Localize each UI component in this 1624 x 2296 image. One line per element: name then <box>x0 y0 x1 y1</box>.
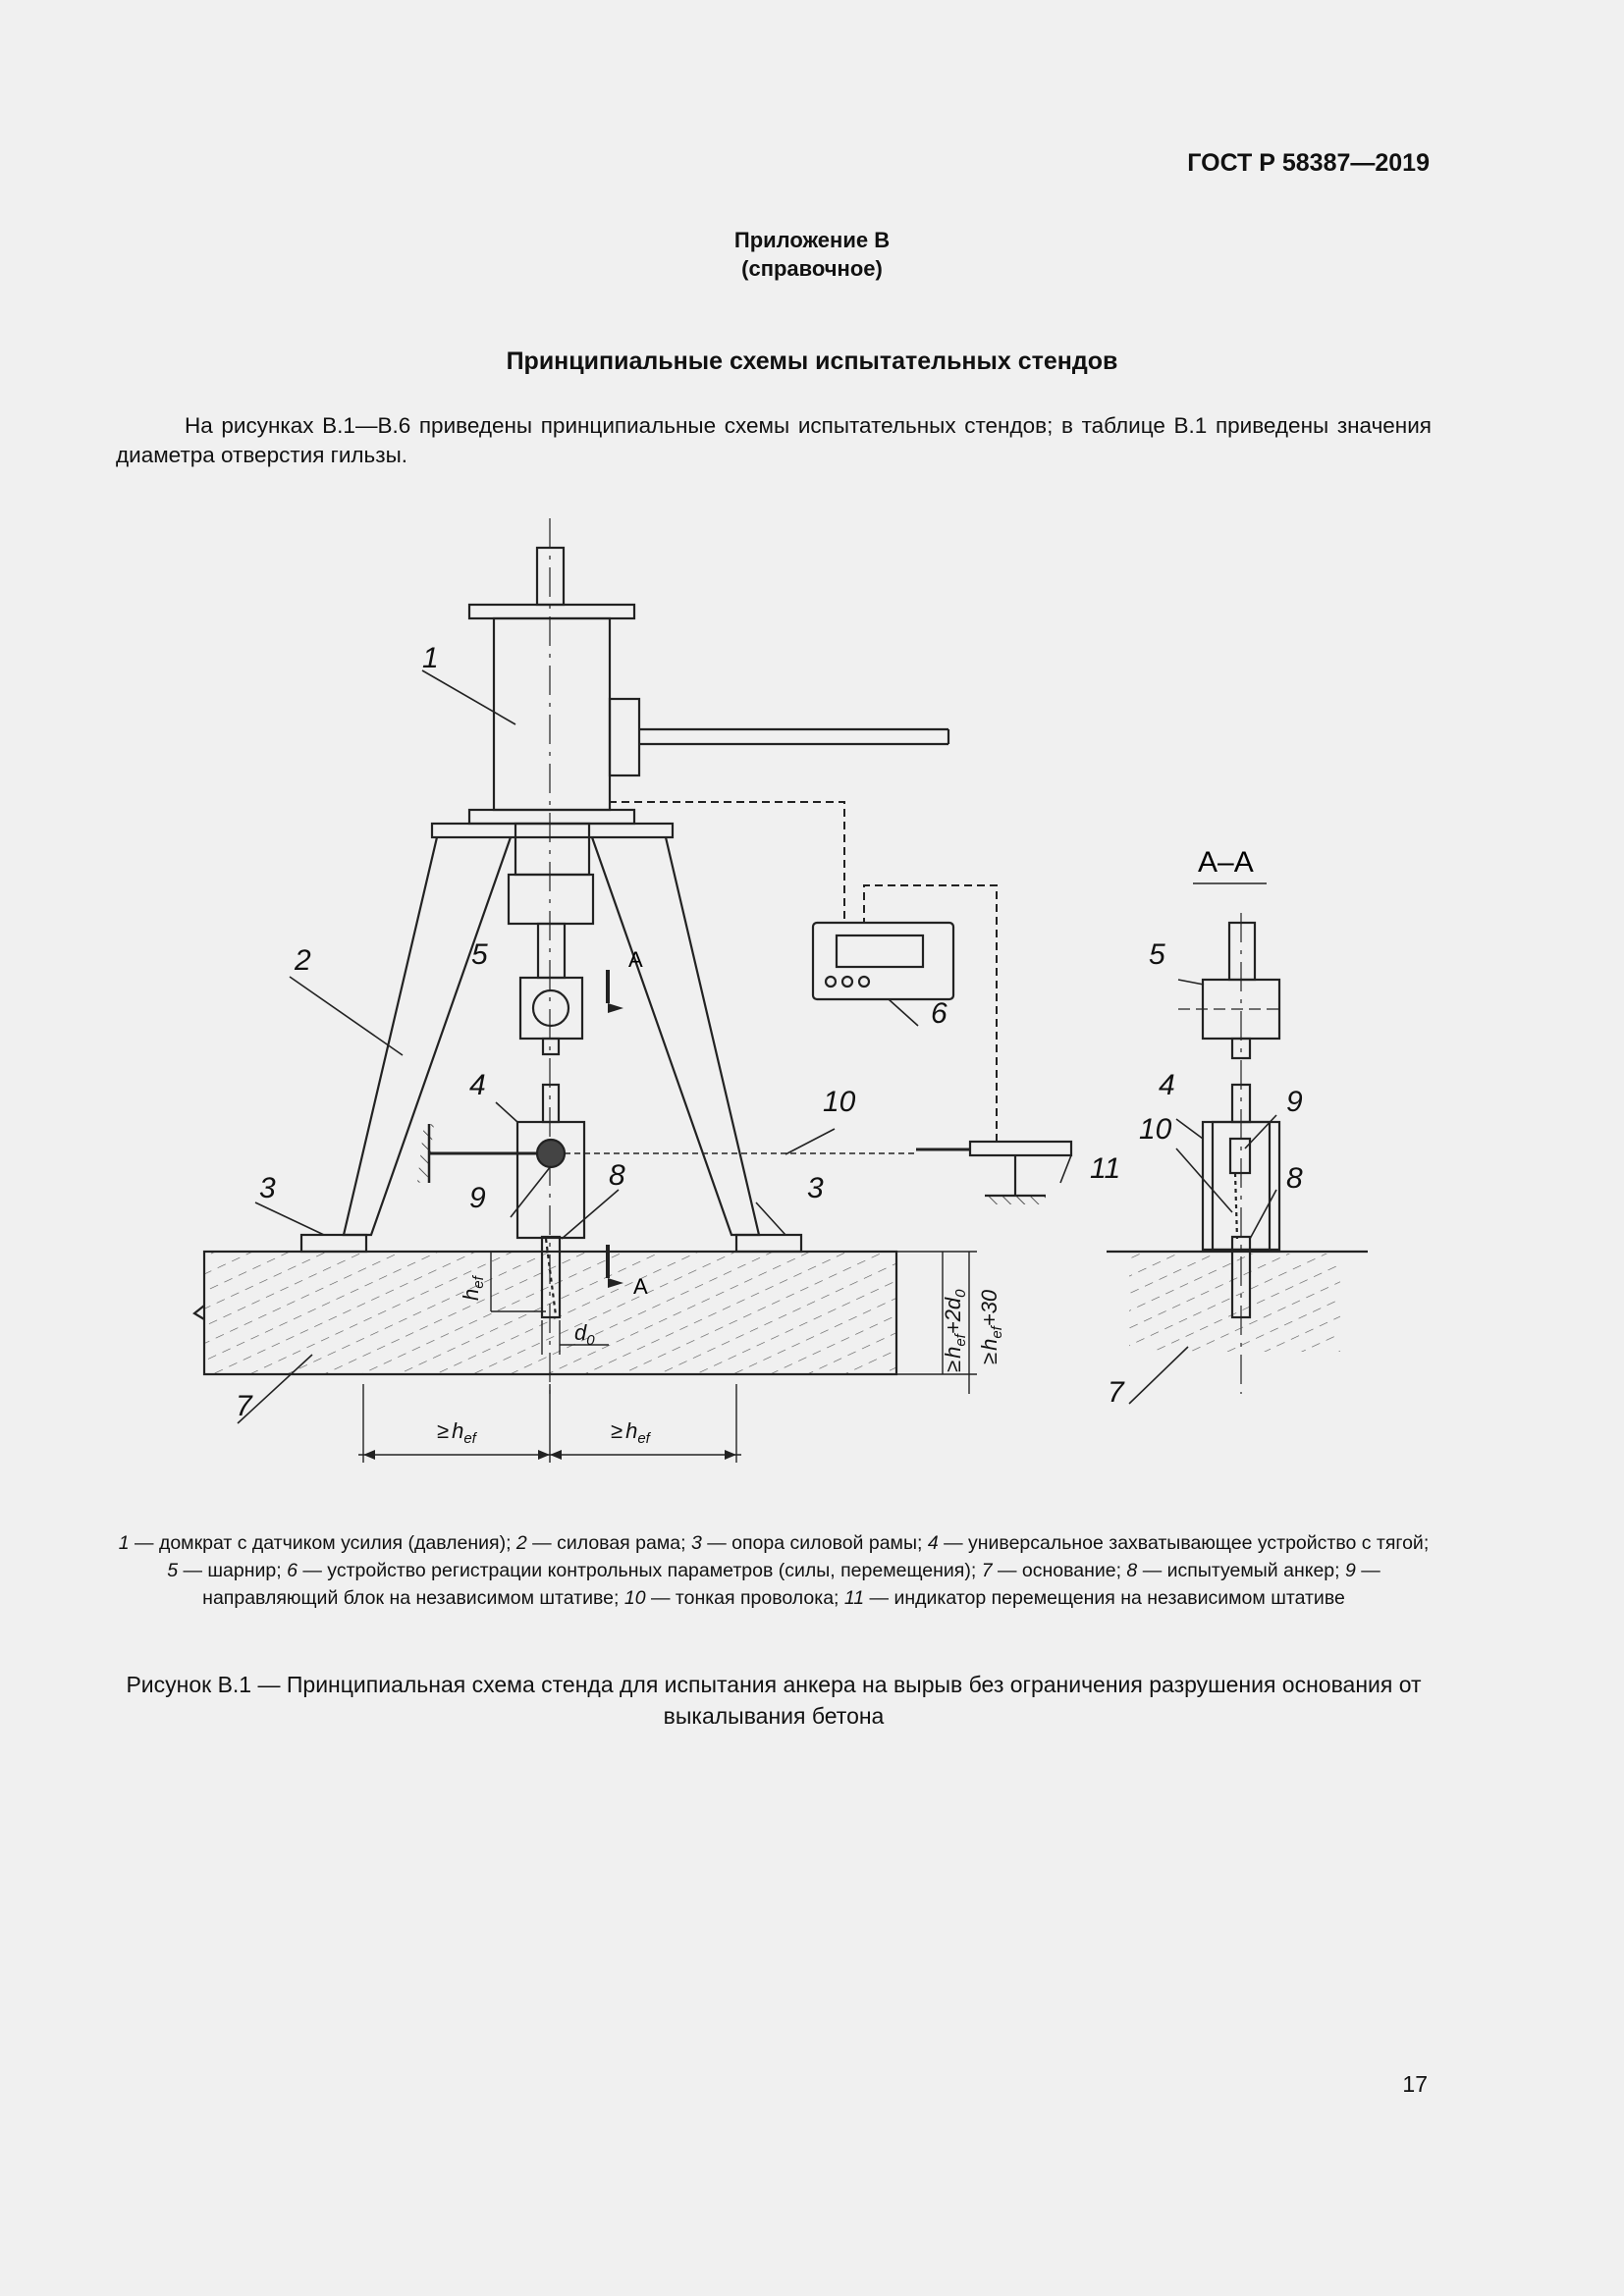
legend-item: 6 — устройство регистрации контрольных параметров (силы, перемещения); <box>287 1560 982 1581</box>
section-callout-10: 10 <box>1139 1113 1172 1146</box>
legend-item: 3 — опора силовой рамы; <box>690 1532 928 1554</box>
appendix-title: Приложение В <box>733 228 891 252</box>
dim-embedment-depth: $h_{ef}$ <box>459 1276 487 1301</box>
figure-caption: Рисунок В.1 — Принципиальная схема стенда для испытания анкера на вырыв без ограничения разрушения основания от выкалывания бетона <box>126 1672 1422 1729</box>
callout-1: 1 <box>422 642 439 674</box>
section-mark-top: А <box>628 947 643 972</box>
document-code: ГОСТ Р 58387—2019 <box>1187 149 1430 177</box>
legend-item: 7 — основание; <box>981 1560 1127 1581</box>
legend-item: 5 — шарнир; <box>167 1560 288 1581</box>
section-callout-4: 4 <box>1159 1069 1175 1101</box>
page-number: 17 <box>1402 2071 1428 2097</box>
legend-item: 1 — домкрат с датчиком усилия (давления); <box>118 1532 516 1554</box>
callout-3-left: 3 <box>259 1172 276 1204</box>
legend-item: 9 — направляющий блок на независимом штативе; <box>202 1560 1380 1609</box>
section-mark-bottom: А <box>633 1274 648 1299</box>
legend-item: 2 — силовая рама; <box>515 1532 691 1554</box>
callout-5: 5 <box>471 938 488 971</box>
figure-legend <box>116 1529 1432 1612</box>
section-title: Принципиальные схемы испытательных стендов <box>506 347 1118 375</box>
section-callout-9: 9 <box>1286 1086 1303 1118</box>
callout-3-right: 3 <box>807 1172 824 1204</box>
jack-body <box>494 618 610 810</box>
dim-right-edge-distance: ≥ $h_{ef}$ <box>611 1418 650 1447</box>
callout-2: 2 <box>295 944 311 977</box>
dim-thickness-30: $\ge h_{ef}+30$ <box>977 1289 1005 1364</box>
callout-10: 10 <box>823 1086 856 1118</box>
section-callout-7: 7 <box>1108 1376 1124 1409</box>
callout-11: 11 <box>1090 1152 1121 1185</box>
callout-9: 9 <box>469 1182 486 1214</box>
section-callout-5: 5 <box>1149 938 1165 971</box>
dim-thickness-2d0: $\ge h_{ef}+2d_0$ <box>941 1289 969 1372</box>
callout-8: 8 <box>609 1159 625 1192</box>
recording-device <box>813 923 953 999</box>
section-callout-8: 8 <box>1286 1162 1303 1195</box>
legend-item: 8 — испытуемый анкер; <box>1126 1560 1345 1581</box>
displacement-indicator <box>970 1142 1071 1155</box>
callout-7: 7 <box>236 1390 252 1422</box>
dim-left-edge-distance: ≥ $h_{ef}$ <box>437 1418 476 1447</box>
callout-4: 4 <box>469 1069 486 1101</box>
appendix-subtitle: (справочное) <box>741 256 883 281</box>
legend-item: 10 — тонкая проволока; <box>623 1587 844 1609</box>
section-view-label: А–А <box>1198 846 1254 879</box>
callout-6: 6 <box>931 997 947 1030</box>
legend-item: 4 — универсальное захватывающее устройство с тягой; <box>927 1532 1430 1554</box>
intro-paragraph: На рисунках В.1—В.6 приведены принципиальные схемы испытательных стендов; в таблице В.1 приведены значения диаметра отверстия гильзы. <box>116 413 1432 467</box>
legend-item: 11 — индикатор перемещения на независимом штативе <box>843 1587 1345 1609</box>
dim-hole-diameter: $d_0$ <box>574 1320 595 1349</box>
